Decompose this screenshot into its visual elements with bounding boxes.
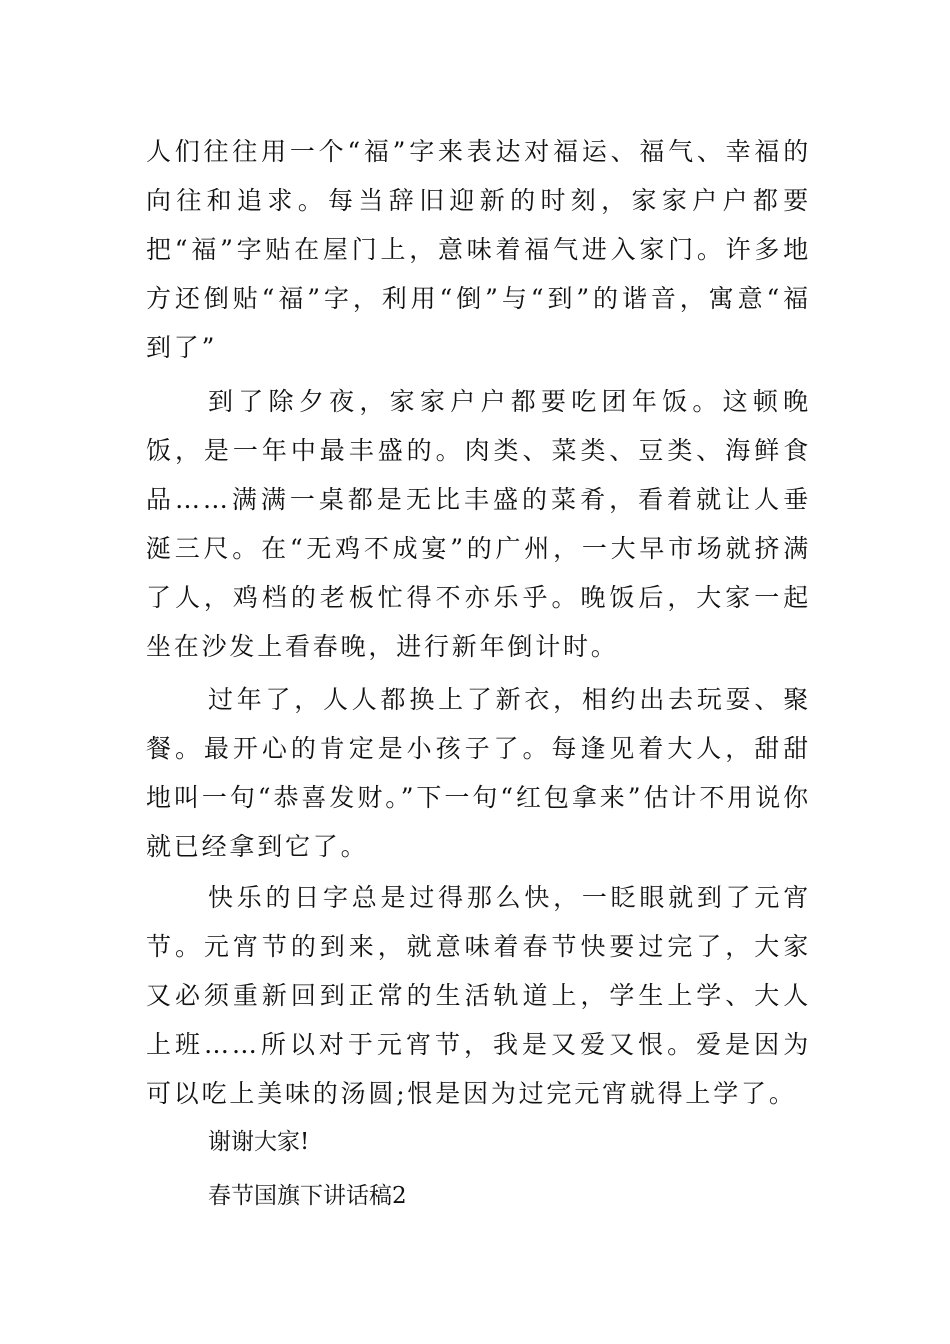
paragraph-fu-character: 人们往往用一个“福”字来表达对福运、福气、幸福的向往和追求。每当辞旧迎新的时刻，家家户户都要把“福”字贴在屋门上，意味着福气进入家门。许多地方还倒贴“福”字，利用“倒”与“到”的谐音，寓意“福到了” [146,137,811,362]
paragraph-new-clothes: 过年了，人人都换上了新衣，相约出去玩耍、聚餐。最开心的肯定是小孩子了。每逢见着大人，甜甜地叫一句“恭喜发财。”下一句“红包拿来”估计不用说你就已经拿到它了。 [146,685,811,861]
next-speech-title: 春节国旗下讲话稿2 [208,1183,407,1209]
paragraph-lantern-festival: 快乐的日字总是过得那么快，一眨眼就到了元宵节。元宵节的到来，就意味着春节快要过完了，大家又必须重新回到正常的生活轨道上，学生上学、大人上班……所以对于元宵节，我是又爱又恨。爱是因为可以吃上美味的汤圆;恨是因为过完元宵就得上学了。 [146,883,811,1108]
paragraph-new-year-eve-dinner: 到了除夕夜，家家户户都要吃团年饭。这顿晚饭，是一年中最丰盛的。肉类、菜类、豆类、海鲜食品……满满一桌都是无比丰盛的菜肴，看着就让人垂涎三尺。在“无鸡不成宴”的广州，一大早市场就挤满了人，鸡档的老板忙得不亦乐乎。晚饭后，大家一起坐在沙发上看春晚，进行新年倒计时。 [146,387,811,661]
closing-thanks: 谢谢大家! [208,1129,310,1155]
